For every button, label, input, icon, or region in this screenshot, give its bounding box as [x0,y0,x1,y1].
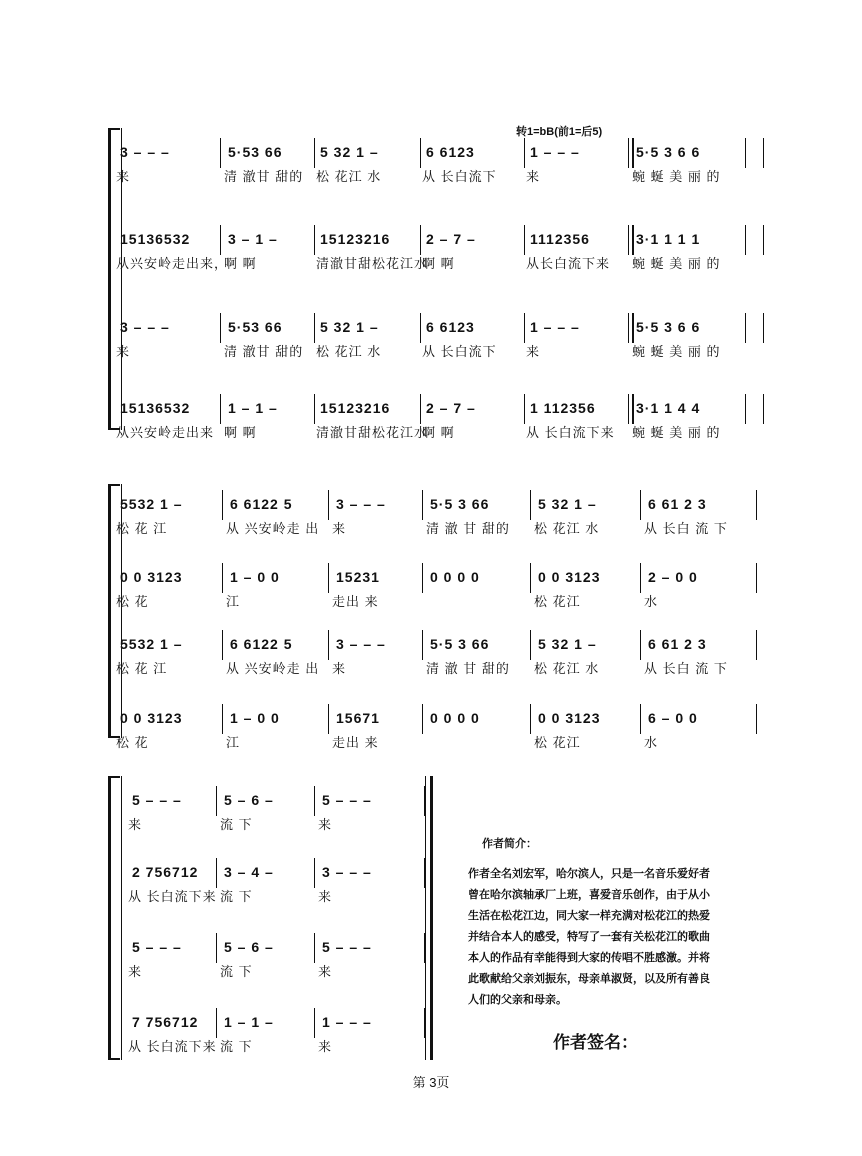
measure-lyrics: 蜿 蜒 美 丽 的 [632,169,721,184]
barline [763,138,764,168]
measure-lyrics: 走出 来 [332,594,379,609]
measure-notes: 3 – 1 – [228,231,278,247]
barline [524,225,525,255]
notes-row [108,229,764,253]
measure-notes: 6 6122 5 [230,496,293,512]
measure-lyrics: 松 花 [116,594,149,609]
author-intro-line: 曾在哈尔滨轴承厂上班，喜爱音乐创作，由于从小 [468,889,710,901]
measure-lyrics: 从 长白流下 [422,344,497,359]
barline [222,704,223,734]
measure-notes: 2 – 0 0 [648,569,698,585]
measure-lyrics: 蜿 蜒 美 丽 的 [632,256,721,271]
barline [745,313,746,343]
measure-lyrics: 来 [318,817,333,832]
notes-row [108,398,764,422]
barline [220,394,221,424]
measure-notes: 5·5 3 6 6 [636,144,701,160]
author-intro-title: 作者简介： [482,838,537,850]
measure-lyrics: 松 花江 [534,594,581,609]
barline [524,313,525,343]
barline [530,630,531,660]
barline [628,394,634,424]
measure-notes: 6 – 0 0 [648,710,698,726]
measure-notes: 5 32 1 – [320,319,379,335]
measure-lyrics: 啊 啊 [422,256,455,271]
barline [756,704,757,734]
notes-row [108,1012,764,1036]
barline [756,490,757,520]
lyrics-row [108,591,764,611]
barline [628,313,634,343]
measure-lyrics: 从 长白 流 下 [644,521,728,536]
measure-notes: 0 0 3123 [120,569,183,585]
measure-lyrics: 清澈甘甜松花江水 [316,256,429,271]
measure-notes: 1 – 1 – [228,400,278,416]
measure-lyrics: 松 花 江 [116,661,168,676]
barline [763,394,764,424]
measure-lyrics: 流 下 [220,1039,253,1054]
measure-lyrics: 清 澈甘 甜的 [224,344,304,359]
measure-notes: 15231 [336,569,380,585]
lyrics-row [108,166,764,186]
voice-staff [108,229,764,273]
barline [222,630,223,660]
barline [314,225,315,255]
notes-row [108,567,764,591]
measure-lyrics: 清 澈 甘 甜的 [426,521,510,536]
measure-notes: 6 61 2 3 [648,636,707,652]
measure-lyrics: 来 [318,889,333,904]
measure-notes: 2 756712 [132,864,199,880]
author-intro-line: 生活在松花江边，同大家一样充满对松花江的热爱 [468,910,710,922]
measure-notes: 5 32 1 – [538,496,597,512]
measure-lyrics: 从 长白流下来 [526,425,615,440]
score-system [108,128,764,440]
measure-notes: 3 – 4 – [224,864,274,880]
measure-notes: 5 – – – [322,792,372,808]
barline [422,563,423,593]
lyrics-row [108,253,764,273]
barline [216,786,217,816]
score-system [108,484,764,750]
voice-staff [108,317,764,361]
measure-lyrics: 从 长白 流 下 [644,661,728,676]
barline [420,313,421,343]
measure-notes: 5 32 1 – [538,636,597,652]
barline [524,138,525,168]
page-number: 第 3页 [412,1075,450,1090]
measure-notes: 0 0 0 0 [430,710,480,726]
measure-notes: 15123216 [320,231,391,247]
barline [220,313,221,343]
measure-lyrics: 从 兴安岭走 出 [226,521,320,536]
barline [420,138,421,168]
voice-staff [108,398,764,442]
measure-notes: 0 0 3123 [538,569,601,585]
barline [530,704,531,734]
measure-notes: 5·5 3 66 [430,496,490,512]
measure-lyrics: 流 下 [220,964,253,979]
measure-lyrics: 松 花 [116,735,149,750]
measure-notes: 5 – – – [132,939,182,955]
measure-lyrics: 蜿 蜒 美 丽 的 [632,425,721,440]
barline [640,490,641,520]
barline [745,138,746,168]
voice-staff [108,708,764,752]
measure-notes: 3 – – – [120,144,170,160]
measure-lyrics: 江 [226,594,241,609]
measure-notes: 1 – 0 0 [230,710,280,726]
measure-lyrics: 松 花江 水 [316,169,382,184]
measure-notes: 1 – – – [530,319,580,335]
measure-lyrics: 清 澈甘 甜的 [224,169,304,184]
voice-staff [108,142,764,186]
measure-lyrics: 来 [128,964,143,979]
measure-notes: 7 756712 [132,1014,199,1030]
barline [628,138,634,168]
barline [420,394,421,424]
barline [222,490,223,520]
measure-notes: 5 – – – [132,792,182,808]
lyrics-row [108,341,764,361]
author-intro-text [468,864,748,1011]
measure-lyrics: 松 花江 水 [534,661,600,676]
barline [422,630,423,660]
measure-lyrics: 来 [128,817,143,832]
measure-notes: 1 – – – [322,1014,372,1030]
notes-row [108,142,764,166]
measure-notes: 1 – 1 – [224,1014,274,1030]
measure-notes: 1 – 0 0 [230,569,280,585]
voice-staff [108,1012,764,1056]
measure-notes: 5 – – – [322,939,372,955]
measure-lyrics: 啊 啊 [224,425,257,440]
measure-lyrics: 流 下 [220,889,253,904]
measure-notes: 1112356 [530,231,590,247]
measure-notes: 0 0 0 0 [430,569,480,585]
barline [763,225,764,255]
barline [640,704,641,734]
voice-staff [108,634,764,678]
measure-notes: 2 – 7 – [426,400,476,416]
measure-lyrics: 从兴安岭走出来 [116,425,215,440]
measure-notes: 15136532 [120,400,191,416]
barline [314,1008,315,1038]
measure-notes: 3·1 1 1 1 [636,231,701,247]
barline [314,313,315,343]
measure-lyrics: 水 [644,735,659,750]
barline [530,563,531,593]
measure-notes: 5·53 66 [228,144,283,160]
barline [628,225,634,255]
measure-notes: 15123216 [320,400,391,416]
measure-notes: 3 – – – [322,864,372,880]
voice-staff [108,567,764,611]
barline [216,933,217,963]
barline [220,225,221,255]
barline [524,394,525,424]
author-intro-line: 本人的作品有幸能得到大家的传唱不胜感激。并将 [468,952,710,964]
measure-lyrics: 来 [526,344,541,359]
barline [314,138,315,168]
measure-lyrics: 松 花江 水 [534,521,600,536]
lyrics-row [108,518,764,538]
signature-label: 作者签名： [553,1033,638,1052]
barline [328,563,329,593]
author-intro-line: 人们的父亲和母亲。 [468,994,567,1006]
measure-notes: 2 – 7 – [426,231,476,247]
measure-lyrics: 水 [644,594,659,609]
measure-notes: 5 – 6 – [224,939,274,955]
measure-lyrics: 清 澈 甘 甜的 [426,661,510,676]
barline [422,704,423,734]
barline [216,1008,217,1038]
measure-notes: 0 0 3123 [120,710,183,726]
measure-notes: 6 61 2 3 [648,496,707,512]
barline [216,858,217,888]
barline [530,490,531,520]
barline [745,225,746,255]
notes-row [108,708,764,732]
measure-lyrics: 从 长白流下来 [128,889,217,904]
final-barline [425,776,433,1060]
barline [328,490,329,520]
barline [763,313,764,343]
measure-lyrics: 从长白流下来 [526,256,611,271]
measure-notes: 3 – – – [336,636,386,652]
measure-lyrics: 江 [226,735,241,750]
author-intro-line: 作者全名刘宏军，哈尔滨人，只是一名音乐爱好者 [468,868,710,880]
lyrics-row [108,1036,764,1056]
measure-lyrics: 从 长白流下来 [128,1039,217,1054]
modulation-marking: 转1=bB(前1=后5) [516,126,603,138]
barline [314,933,315,963]
author-intro-line: 并结合本人的感受，特写了一套有关松花江的歌曲 [468,931,710,943]
measure-notes: 1 – – – [530,144,580,160]
barline [222,563,223,593]
lyrics-row [108,422,764,442]
measure-lyrics: 从 长白流下 [422,169,497,184]
barline [756,563,757,593]
measure-notes: 15671 [336,710,380,726]
measure-notes: 6 6123 [426,144,475,160]
measure-notes: 5 32 1 – [320,144,379,160]
measure-lyrics: 从兴安岭走出来， [116,256,229,271]
measure-notes: 15136532 [120,231,191,247]
measure-lyrics: 流 下 [220,817,253,832]
barline [220,138,221,168]
barline [328,704,329,734]
measure-notes: 5·5 3 6 6 [636,319,701,335]
voice-staff [108,494,764,538]
measure-notes: 3 – – – [336,496,386,512]
barline [422,490,423,520]
measure-lyrics: 来 [116,344,131,359]
lyrics-row [108,814,764,834]
measure-lyrics: 来 [116,169,131,184]
notes-row [108,494,764,518]
measure-notes: 1 112356 [530,400,596,416]
notes-row [108,790,764,814]
measure-lyrics: 啊 啊 [224,256,257,271]
measure-lyrics: 来 [318,964,333,979]
measure-lyrics: 走出 来 [332,735,379,750]
measure-notes: 5·5 3 66 [430,636,490,652]
barline [314,858,315,888]
measure-lyrics: 来 [332,521,347,536]
measure-notes: 5 – 6 – [224,792,274,808]
measure-lyrics: 清澈甘甜松花江水 [316,425,429,440]
barline [640,630,641,660]
barline [314,786,315,816]
measure-lyrics: 松 花江 [534,735,581,750]
measure-notes: 6 6122 5 [230,636,293,652]
measure-lyrics: 啊 啊 [422,425,455,440]
barline [745,394,746,424]
notes-row [108,317,764,341]
barline [640,563,641,593]
measure-notes: 5532 1 – [120,496,183,512]
measure-lyrics: 来 [526,169,541,184]
measure-notes: 5·53 66 [228,319,283,335]
measure-lyrics: 松 花江 水 [316,344,382,359]
measure-notes: 3·1 1 4 4 [636,400,701,416]
measure-notes: 5532 1 – [120,636,183,652]
measure-lyrics: 从 兴安岭走 出 [226,661,320,676]
barline [420,225,421,255]
barline [314,394,315,424]
voice-staff [108,790,764,834]
barline [756,630,757,660]
lyrics-row [108,732,764,752]
measure-lyrics: 来 [332,661,347,676]
measure-lyrics: 蜿 蜒 美 丽 的 [632,344,721,359]
measure-lyrics: 松 花 江 [116,521,168,536]
notes-row [108,634,764,658]
barline [328,630,329,660]
measure-notes: 3 – – – [120,319,170,335]
author-intro-line: 此歌献给父亲刘振东，母亲单淑贤，以及所有善良 [468,973,710,985]
measure-lyrics: 来 [318,1039,333,1054]
lyrics-row [108,658,764,678]
measure-notes: 6 6123 [426,319,475,335]
measure-notes: 0 0 3123 [538,710,601,726]
